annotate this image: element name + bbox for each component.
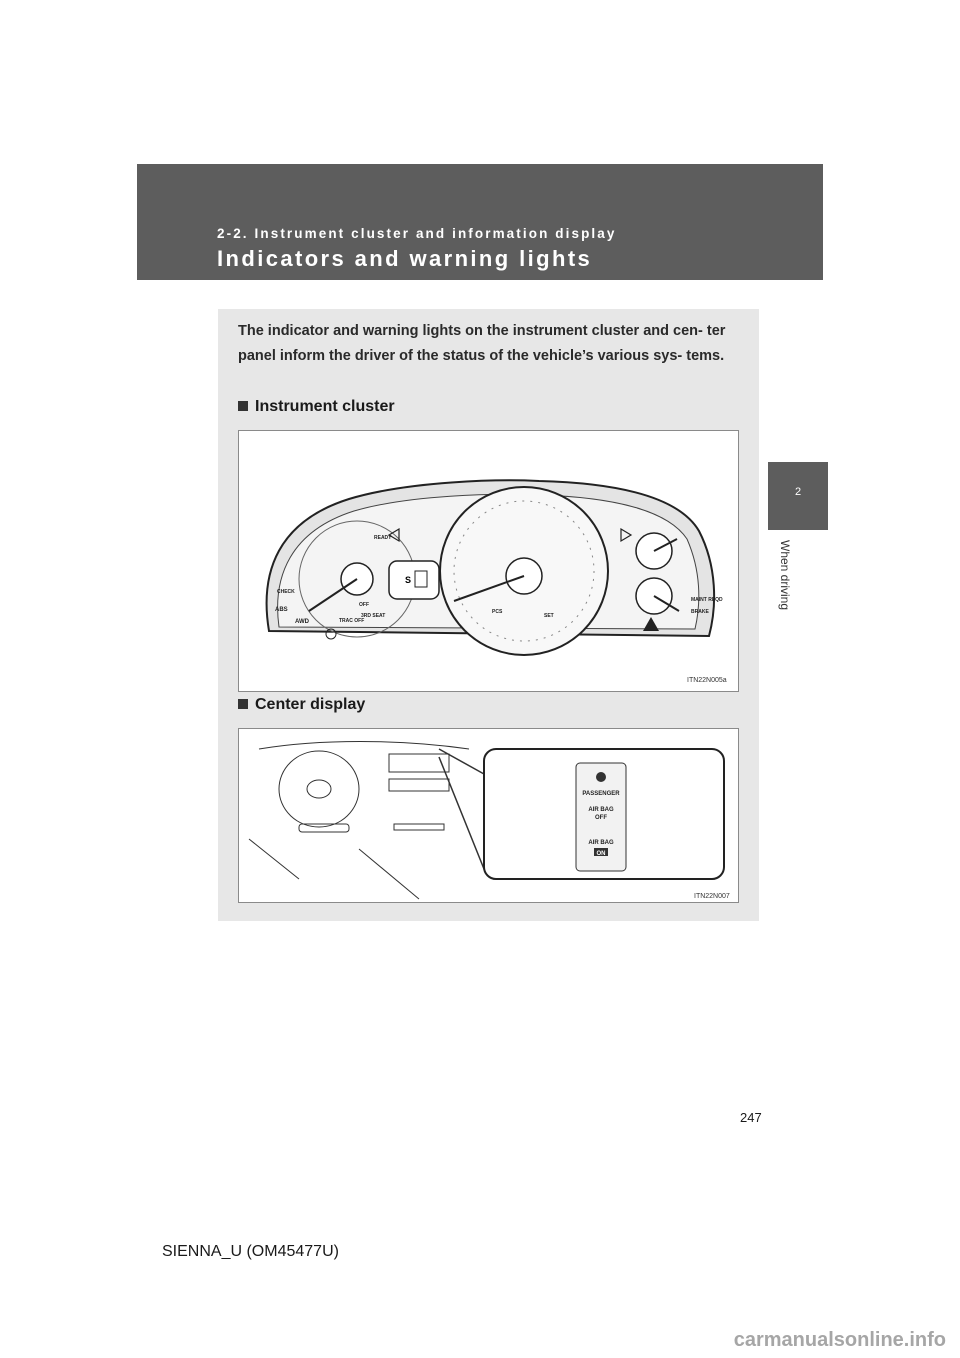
chapter-label: When driving [778,540,792,611]
chapter-tab [768,462,828,530]
airbag-on-label-2: ON [596,851,606,857]
subheading-center-display [238,696,365,714]
pcs-label: PCS [492,609,503,615]
set-label: SET [544,613,554,619]
brake-label: BRAKE [691,609,709,615]
center-display-illustration [239,729,738,902]
instrument-cluster-illustration [239,431,738,691]
watermark: carmanualsonline.info [733,1329,946,1351]
airbag-off-label-1: AIR BAG [588,807,614,813]
subheading-text: Center display [255,696,366,713]
figure-code: ITN22N005a [687,677,727,684]
footer-document-code: SIENNA_U (OM45477U) [162,1243,339,1260]
shift-label: S [405,575,412,585]
off-label: OFF [359,602,369,608]
subheading-instrument-cluster [238,398,395,416]
trac-off-label: TRAC OFF [339,618,365,624]
airbag-on-label-1: AIR BAG [588,840,614,846]
page-number: 247 [740,1110,762,1125]
passenger-seatbelt-icon [596,772,606,782]
maint-reqd-label: MAINT REQD [691,597,723,603]
chapter-header [137,164,823,280]
passenger-label: PASSENGER [582,791,620,797]
awd-label: AWD [295,619,309,625]
airbag-off-label-2: OFF [595,815,607,821]
section-label: 2-2. Instrument cluster and information display [217,226,617,241]
subheading-text: Instrument cluster [255,398,395,415]
square-bullet-icon [238,699,248,709]
abs-label: ABS [275,607,288,613]
ready-label: READY [374,535,392,541]
center-display-figure [238,728,739,903]
check-label: CHECK [277,589,295,595]
page-title: Indicators and warning lights [217,246,593,271]
content-box [218,309,759,921]
square-bullet-icon [238,401,248,411]
third-seat-label: 3RD SEAT [361,613,386,619]
intro-paragraph: The indicator and warning lights on the instrument cluster and cen- ter panel inform the driver of the status of the vehicle’s various sys- tems. [238,323,726,364]
figure-code: ITN22N007 [694,893,730,900]
instrument-cluster-figure [238,430,739,692]
chapter-number: 2 [794,486,802,498]
